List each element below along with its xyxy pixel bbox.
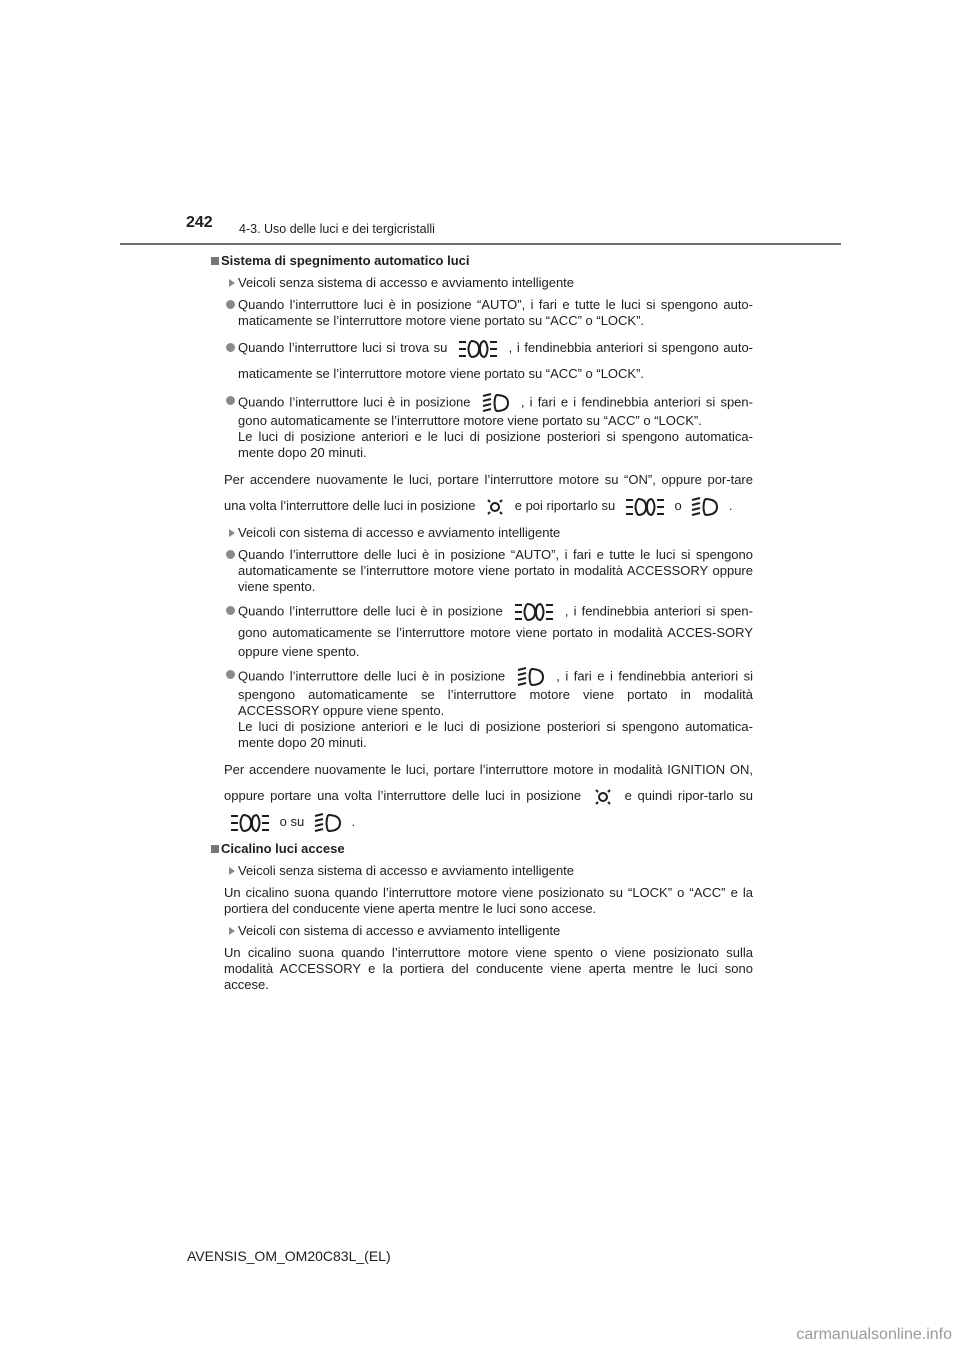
list-item-text: Quando l’interruttore luci è in posizione bbox=[238, 394, 471, 410]
list-item-text: , i fendinebbia anteriori si spengono auto-maticamente se l’interruttore motore viene portato su “ACC” o “LOCK”. bbox=[238, 340, 754, 381]
fog-light-icon bbox=[624, 496, 666, 518]
list-item bbox=[200, 667, 753, 751]
list-item-text: Quando l’interruttore delle luci è in posizione “AUTO”, i fari e tutte le luci si spengono automaticamente se l’interruttore motore viene portato in modalità ACCESSORY oppure viene spento. bbox=[238, 547, 753, 594]
paragraph-text: Un cicalino suona quando l’interruttore motore viene spento o viene posizionato sulla modalità ACCESSORY e la portiera del conducente viene aperta mentre le luci sono accese. bbox=[224, 945, 753, 992]
headlight-icon bbox=[690, 497, 720, 517]
round-bullet-icon bbox=[226, 343, 235, 352]
subheading-text: Veicoli con sistema di accesso e avviamento intelligente bbox=[238, 525, 561, 540]
paragraph-text: . bbox=[728, 498, 733, 513]
section-heading-buzzer bbox=[200, 841, 753, 857]
list-item bbox=[200, 335, 753, 387]
list-item bbox=[200, 601, 753, 661]
list-item-note: Le luci di posizione anteriori e le luci di posizione posteriori si spengono automatica-mente dopo 20 minuti. bbox=[238, 429, 753, 460]
document-footer: AVENSIS_OM_OM20C83L_(EL) bbox=[187, 1248, 391, 1264]
subheading bbox=[200, 525, 753, 541]
header-divider bbox=[120, 243, 841, 245]
section-heading-auto-off bbox=[200, 253, 753, 269]
list-item-text: Quando l’interruttore delle luci è in posizione bbox=[238, 668, 506, 684]
fog-light-icon bbox=[229, 812, 271, 834]
round-bullet-icon bbox=[226, 606, 235, 615]
subheading bbox=[200, 275, 753, 291]
page-number: 242 bbox=[186, 214, 213, 231]
headlight-icon bbox=[516, 667, 546, 687]
square-bullet-icon bbox=[211, 845, 219, 853]
paragraph-text: Per accendere nuovamente le luci, portare l’interruttore motore in modalità IGNITION ON, oppure portare una volta l’interruttore delle luci in posizione bbox=[224, 762, 753, 803]
paragraph-text: e poi riportarlo su bbox=[514, 498, 616, 513]
triangle-marker-icon bbox=[229, 927, 235, 935]
watermark: carmanualsonline.info bbox=[796, 1326, 952, 1343]
list-item-text: Quando l’interruttore delle luci è in posizione bbox=[238, 603, 503, 619]
list-item bbox=[200, 393, 753, 461]
paragraph bbox=[200, 467, 753, 519]
list-item-text: Quando l’interruttore luci si trova su bbox=[238, 340, 448, 355]
parking-light-icon bbox=[484, 496, 506, 518]
list-item-text: Quando l’interruttore luci è in posizione “AUTO”, i fari e tutte le luci si spengono auto-maticamente se l’interruttore motore viene portato su “ACC” o “LOCK”. bbox=[238, 297, 753, 328]
subheading-text: Veicoli senza sistema di accesso e avviamento intelligente bbox=[238, 863, 575, 878]
round-bullet-icon bbox=[226, 670, 235, 679]
section-title: 4-3. Uso delle luci e dei tergicristalli bbox=[239, 222, 435, 236]
triangle-marker-icon bbox=[229, 529, 235, 537]
headlight-icon bbox=[481, 393, 511, 413]
list-item-text: , i fendinebbia anteriori si spen-gono automaticamente se l’interruttore motore viene portato in modalità ACCES-SORY oppure viene spento. bbox=[238, 603, 753, 659]
list-item bbox=[200, 297, 753, 329]
paragraph-text: . bbox=[351, 814, 356, 829]
heading-text: Cicalino luci accese bbox=[221, 841, 345, 856]
triangle-marker-icon bbox=[229, 867, 235, 875]
list-item-text: , i fari e i fendinebbia anteriori si spengono automaticamente se l’interruttore motore viene portato in modalità ACCESSORY oppure viene spento. bbox=[238, 668, 753, 718]
fog-light-icon bbox=[513, 601, 555, 623]
list-item-text: , i fari e i fendinebbia anteriori si spen-gono automaticamente se l’interruttore motore viene portato su “ACC” o “LOCK”. bbox=[238, 394, 753, 428]
square-bullet-icon bbox=[211, 257, 219, 265]
subheading-text: Veicoli senza sistema di accesso e avviamento intelligente bbox=[238, 275, 575, 290]
paragraph-text: Per accendere nuovamente le luci, portare l’interruttore motore su “ON”, oppure por-tare una volta l’interruttore delle luci in posizione bbox=[224, 472, 753, 513]
subheading bbox=[200, 923, 753, 939]
round-bullet-icon bbox=[226, 300, 235, 309]
page-body bbox=[200, 253, 753, 999]
paragraph-text: o su bbox=[279, 814, 305, 829]
fog-light-icon bbox=[457, 338, 499, 360]
list-item-note: Le luci di posizione anteriori e le luci di posizione posteriori si spengono automatica-mente dopo 20 minuti. bbox=[238, 719, 753, 750]
headlight-icon bbox=[313, 813, 343, 833]
triangle-marker-icon bbox=[229, 279, 235, 287]
paragraph bbox=[200, 945, 753, 993]
paragraph-text: Un cicalino suona quando l’interruttore motore viene posizionato su “LOCK” o “ACC” e la portiera del conducente viene aperta mentre le luci sono accese. bbox=[224, 885, 753, 916]
paragraph-text: e quindi ripor-tarlo su bbox=[624, 788, 753, 803]
subheading-text: Veicoli con sistema di accesso e avviamento intelligente bbox=[238, 923, 561, 938]
round-bullet-icon bbox=[226, 550, 235, 559]
heading-text: Sistema di spegnimento automatico luci bbox=[221, 253, 470, 268]
parking-light-icon bbox=[592, 786, 614, 808]
paragraph bbox=[200, 757, 753, 835]
list-item bbox=[200, 547, 753, 595]
paragraph-text: o bbox=[674, 498, 682, 513]
paragraph bbox=[200, 885, 753, 917]
round-bullet-icon bbox=[226, 396, 235, 405]
subheading bbox=[200, 863, 753, 879]
